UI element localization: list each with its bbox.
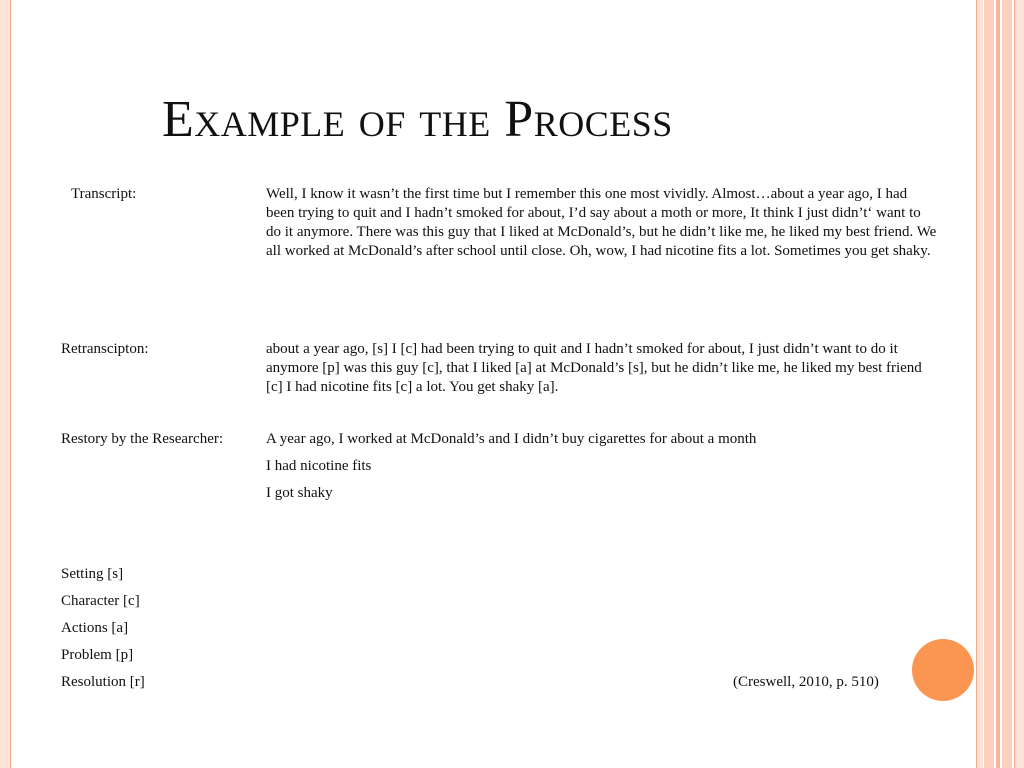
- restory-line: I had nicotine fits: [266, 458, 372, 474]
- restory-line: A year ago, I worked at McDonald’s and I didn’t buy cigarettes for about a month: [266, 431, 757, 447]
- slide-title: Example of the Process: [162, 91, 673, 148]
- legend-setting: Setting [s]: [61, 566, 124, 582]
- retranscription-text: about a year ago, [s] I [c] had been trying to quit and I hadn’t smoked for about, I just didn’t want to do it anymore [p] was this guy [c], that I liked [a] at McDonald’s [s], but he didn’t like me, he liked my best friend [c] I had nicotine fits [c] a lot. You get shaky [a].: [266, 341, 922, 395]
- legend-character: Character [c]: [61, 593, 140, 609]
- legend-problem: Problem [p]: [61, 647, 134, 663]
- restory-label: Restory by the Researcher:: [61, 431, 224, 447]
- retranscription-label: Retranscipton:: [61, 341, 149, 357]
- restory-line: I got shaky: [266, 485, 333, 501]
- citation: (Creswell, 2010, p. 510): [733, 674, 879, 690]
- legend-actions: Actions [a]: [61, 620, 129, 636]
- transcript-text: Well, I know it wasn’t the first time but I remember this one most vividly. Almost…about a year ago, I had been trying to quit and I hadn’t smoked for about, I’d say about a moth or more, It think I just didn’t‘ want to do it anymore. There was this guy that I liked at McDonald’s, but he didn’t like me, he liked my best friend. We all worked at McDonald’s after school until close. Oh, wow, I had nicotine fits a lot. Sometimes you get shaky.: [266, 186, 937, 259]
- transcript-label: Transcript:: [71, 186, 137, 202]
- decorative-stripes: [976, 0, 1024, 768]
- left-border: [0, 0, 11, 768]
- decorative-circle: [912, 639, 974, 701]
- legend-resolution: Resolution [r]: [61, 674, 145, 690]
